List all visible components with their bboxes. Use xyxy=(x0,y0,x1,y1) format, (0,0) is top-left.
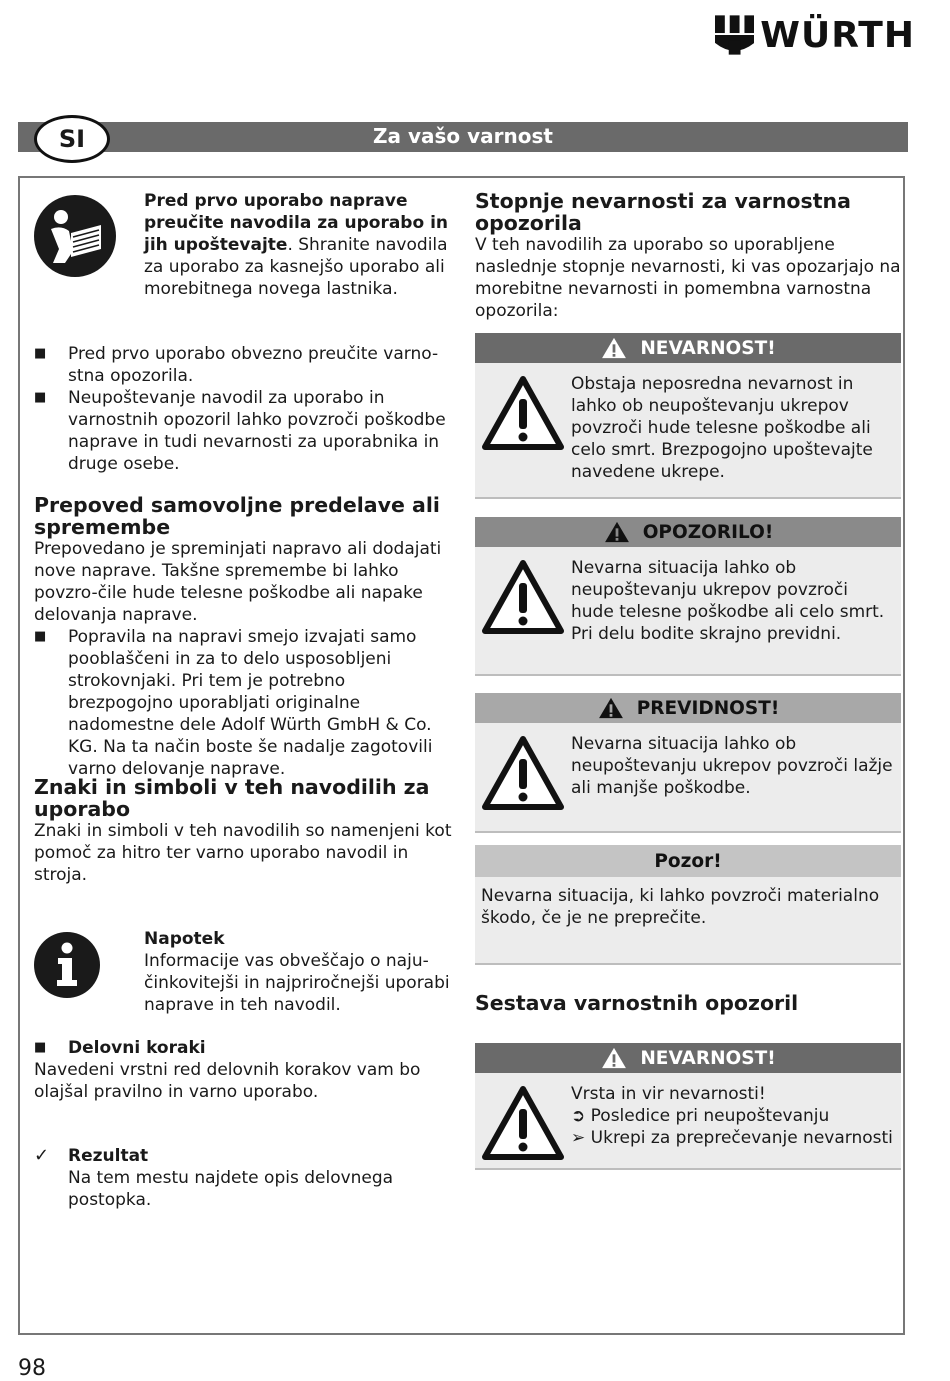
symbols-section xyxy=(34,776,454,886)
danger-box xyxy=(475,333,901,499)
intro-rest: . Shranite navodila za uporabo za kasnejšo uporabo ali morebitnega novega lastnika. xyxy=(144,235,448,299)
warning-triangle-icon xyxy=(603,521,631,543)
structure-label: NEVARNOST! xyxy=(640,1047,776,1069)
result-title: Rezultat xyxy=(68,1146,149,1166)
result-text: Na tem mestu najdete opis delovnega postopka. xyxy=(68,1168,394,1210)
symbols-text: Znaki in simboli v teh navodilih so namenjeni kot pomoč za hitro ter varno uporabo navodil in stroja. xyxy=(34,821,452,885)
caution-header xyxy=(475,693,901,723)
modification-heading: Prepoved samovoljne predelave ali spremembe xyxy=(34,493,440,539)
steps-block xyxy=(34,1037,454,1103)
list-item xyxy=(34,343,454,387)
square-bullet-icon: ■ xyxy=(34,346,47,361)
structure-line-2-text: Posledice pri neupoštevanju xyxy=(590,1106,830,1126)
notice-box xyxy=(475,845,901,965)
warning-box xyxy=(475,517,901,676)
danger-header xyxy=(475,333,901,363)
warning-triangle-icon xyxy=(481,375,565,451)
list-item xyxy=(34,1037,454,1059)
result-block xyxy=(34,1145,454,1211)
notice-text: Nevarna situacija, ki lahko povzroči materialno škodo, če je ne preprečite. xyxy=(481,886,880,928)
structure-header xyxy=(475,1043,901,1073)
warning-triangle-icon xyxy=(600,1047,628,1069)
danger-label: NEVARNOST! xyxy=(640,337,776,359)
notice-label: Pozor! xyxy=(654,850,722,872)
section-title: Za vašo varnost xyxy=(373,124,553,148)
bullet-text: Popravila na napravi smejo izvajati samo pooblaščeni in za to delo usposobljeni strokovnjaki. Pri tem je potrebno brezpogojno uporabljati originalne nadomestne dele Adolf Würth GmbH & Co. KG. Na ta način boste še nadalje zagotovili varno delovanje naprave. xyxy=(68,627,433,779)
intro-bold: Pred prvo uporabo naprave preučite navodila za uporabo in jih upoštevajte xyxy=(144,191,448,255)
bullet-text: Neupoštevanje navodil za uporabo in varnostnih opozoril lahko povzroči poškodbe naprave in tudi nevarnosti za uporabnika in druge osebe. xyxy=(68,388,446,474)
symbols-heading: Znaki in simboli v teh navodilih za uporabo xyxy=(34,775,430,821)
caution-text: Nevarna situacija lahko ob neupoštevanju ukrepov povzroči lažje ali manjše poškodbe. xyxy=(571,734,893,798)
structure-lines xyxy=(571,1083,895,1149)
structure-line-3 xyxy=(571,1127,895,1149)
levels-heading: Stopnje nevarnosti za varnostna opozorila xyxy=(475,189,851,235)
warning-triangle-icon xyxy=(600,337,628,359)
structure-heading: Sestava varnostnih opozoril xyxy=(475,991,799,1015)
caution-label: PREVIDNOST! xyxy=(636,697,780,719)
list-item xyxy=(34,626,454,780)
warning-triangle-icon xyxy=(481,559,565,635)
modification-section xyxy=(34,494,454,780)
steps-text: Navedeni vrstni red delovnih korakov vam bo olajšal pravilno in varno uporabo. xyxy=(34,1060,421,1102)
notice-header xyxy=(475,845,901,877)
read-manual-icon xyxy=(34,195,116,277)
warning-triangle-icon xyxy=(597,697,625,719)
wurth-logo xyxy=(715,12,915,58)
danger-text: Obstaja neposredna nevarnost in lahko ob neupoštevanju ukrepov povzroči hude telesne poškodbe ali celo smrt. Brezpogojno upoštevajte navedene ukrepe. xyxy=(571,374,873,482)
language-badge: SI xyxy=(34,115,110,163)
warning-triangle-icon xyxy=(481,1085,565,1161)
note-block xyxy=(144,928,454,1016)
steps-title: Delovni koraki xyxy=(68,1038,206,1058)
levels-text: V teh navodilih za uporabo so uporabljene naslednje stopnje nevarnosti, ki vas opozarjajo na morebitne nevarnosti in pomembna varnostna opozorila: xyxy=(475,235,901,321)
chevron-right-icon: ➢ xyxy=(571,1128,586,1148)
arrow-icon: ➲ xyxy=(571,1106,586,1126)
check-icon: ✓ xyxy=(34,1145,50,1166)
intro-bullet-list xyxy=(34,343,454,475)
page-number: 98 xyxy=(18,1356,46,1381)
note-text: Informacije vas obveščajo o naju-činkovitejši in najpriročnejši uporabi naprave in teh navodil. xyxy=(144,951,450,1015)
square-bullet-icon: ■ xyxy=(34,390,47,405)
note-title: Napotek xyxy=(144,929,225,949)
structure-line-3-text: Ukrepi za preprečevanje nevarnosti xyxy=(590,1128,893,1148)
caution-box xyxy=(475,693,901,833)
warning-text: Nevarna situacija lahko ob neupoštevanju ukrepov povzroči hude telesne poškodbe ali celo smrt. Pri delu bodite skrajno previdni. xyxy=(571,558,885,644)
structure-line-1: Vrsta in vir nevarnosti! xyxy=(571,1084,766,1104)
section-header-bar xyxy=(18,122,908,152)
warning-label: OPOZORILO! xyxy=(642,521,774,543)
intro-text xyxy=(144,190,454,300)
wurth-logo-icon xyxy=(715,15,754,55)
brand-name: WÜRTH xyxy=(760,14,915,56)
structure-line-2 xyxy=(571,1105,895,1127)
modification-text: Prepovedano je spreminjati napravo ali dodajati nove naprave. Takšne spremembe bi lahko povzro-čile hude telesne poškodbe ali napake delovanja naprave. xyxy=(34,539,442,625)
list-item xyxy=(34,387,454,475)
list-item xyxy=(34,1145,454,1167)
bullet-text: Pred prvo uporabo obvezno preučite varno-stna opozorila. xyxy=(68,344,439,386)
structure-box xyxy=(475,1043,901,1170)
warning-header xyxy=(475,517,901,547)
square-bullet-icon: ■ xyxy=(34,629,47,644)
info-icon xyxy=(34,932,100,998)
square-bullet-icon: ■ xyxy=(34,1040,47,1055)
right-column xyxy=(475,189,903,1148)
warning-triangle-icon xyxy=(481,735,565,811)
